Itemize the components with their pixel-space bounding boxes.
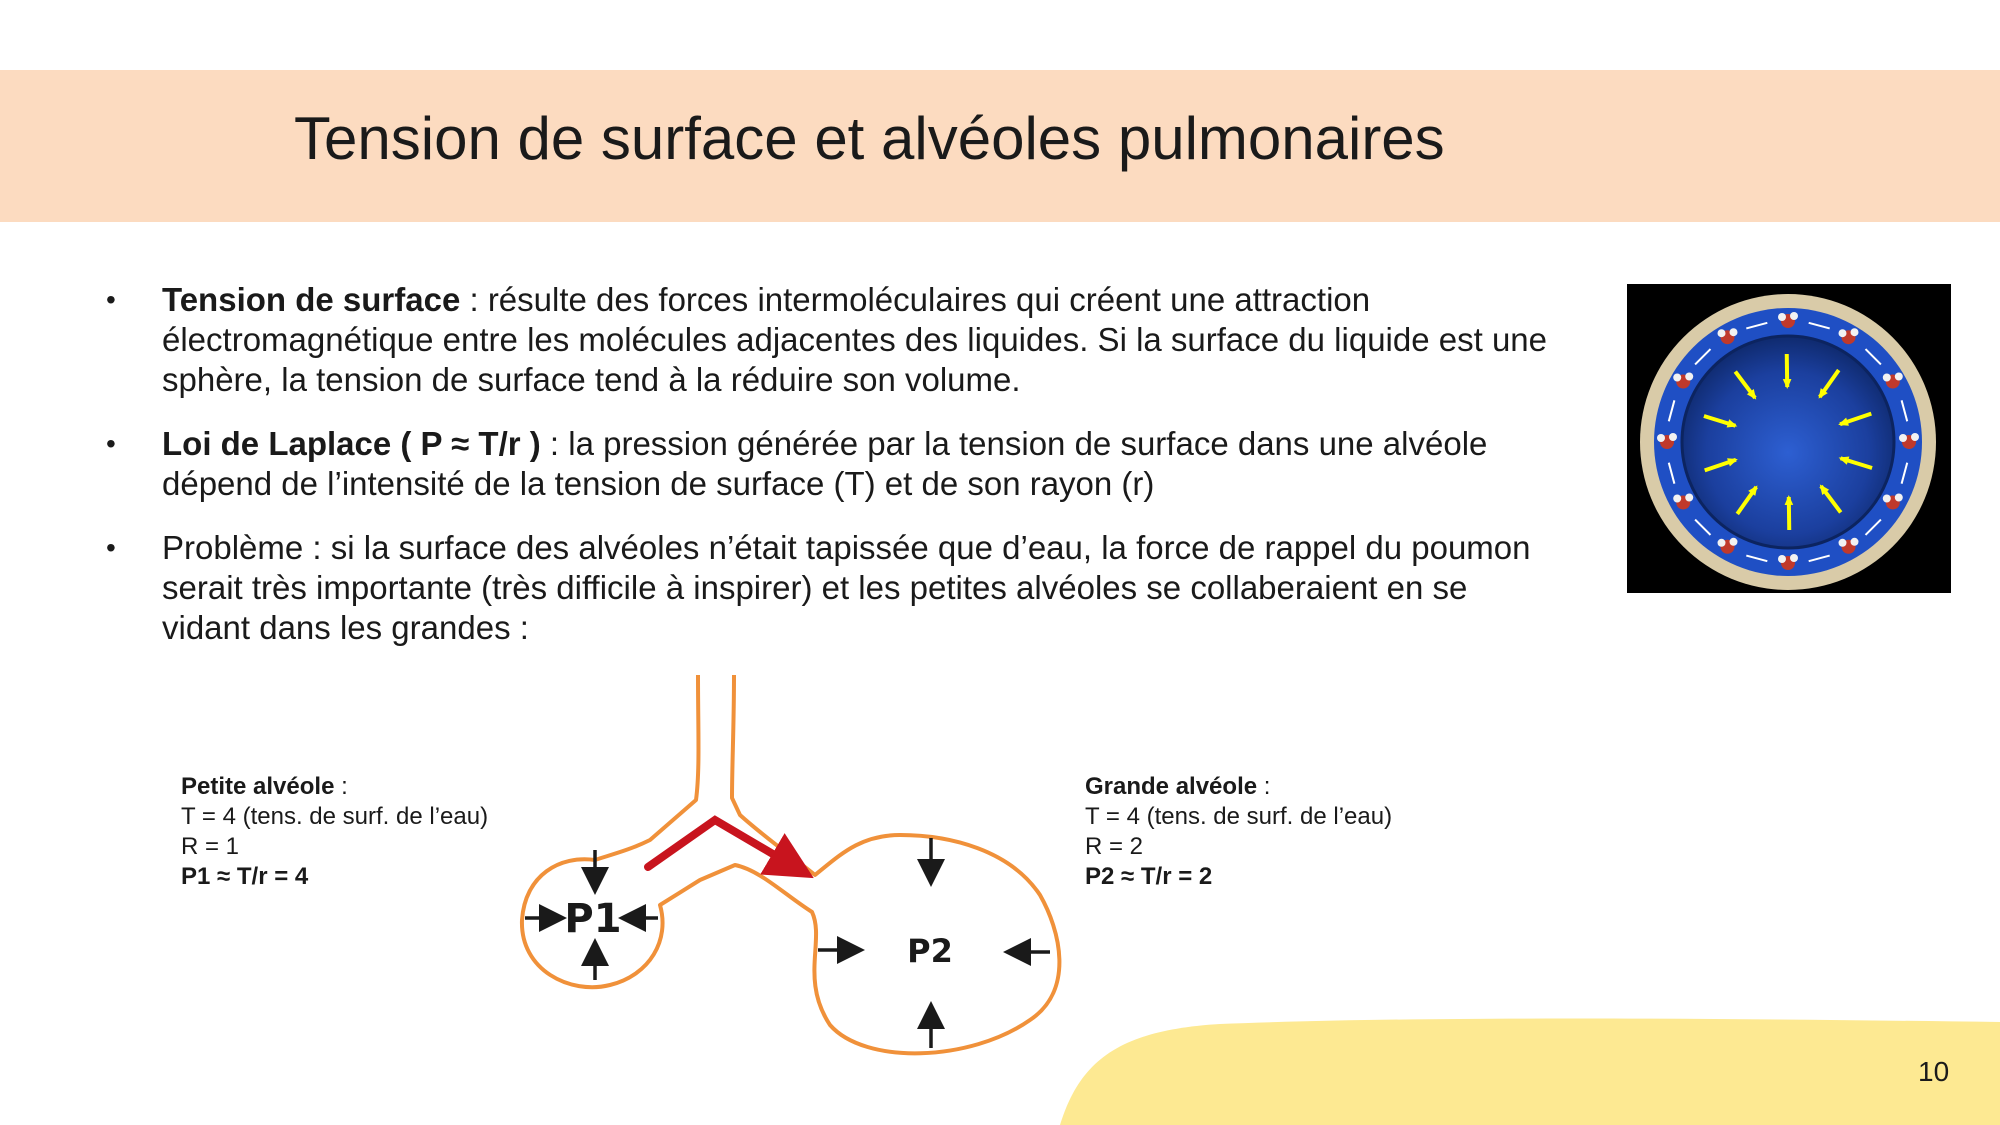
p1-label: P1	[564, 896, 622, 942]
bullet-term: Loi de Laplace ( P ≈ T/r )	[162, 425, 541, 462]
bullet-text: Problème : si la surface des alvéoles n’était tapissée que d’eau, la force de rappel du poumon serait très importante (très difficile à inspirer) et les petites alvéoles se collaberaient en se vidant dans les grandes :	[162, 529, 1531, 646]
alveole-surface-tension-image	[1627, 284, 1951, 593]
large-alveole-heading-suffix: :	[1257, 773, 1271, 800]
page-number: 10	[1918, 1056, 1950, 1087]
large-alveole-pressure: P2 ≈ T/r = 2	[1085, 863, 1213, 890]
small-alveole-heading: Petite alvéole	[181, 773, 335, 800]
large-alveole-heading: Grande alvéole	[1085, 773, 1258, 800]
slide-title: Tension de surface et alvéoles pulmonaires	[294, 105, 1445, 172]
bullet-dot-icon: •	[106, 428, 116, 459]
large-alveole-info	[1085, 772, 1392, 892]
bullet-list	[100, 280, 1550, 672]
p2-label: P2	[907, 932, 953, 970]
bullet-item-laplace	[100, 424, 1550, 504]
bullet-term: Tension de surface	[162, 281, 461, 318]
decorative-wave	[1000, 1000, 2000, 1125]
bullet-item-problem	[100, 528, 1550, 648]
alveoli-diagram	[500, 670, 1080, 1070]
small-alveole-tension: T = 4 (tens. de surf. de l’eau)	[181, 803, 489, 830]
bullet-dot-icon: •	[106, 532, 116, 563]
bullet-dot-icon: •	[106, 284, 116, 315]
small-alveole-info	[181, 772, 488, 892]
small-alveole-pressure: P1 ≈ T/r = 4	[181, 863, 309, 890]
small-alveole-heading-suffix: :	[334, 773, 348, 800]
small-alveole-radius: R = 1	[181, 833, 240, 860]
bullet-text: : la pression générée par la tension de surface dans une alvéole dépend de l’intensité de la tension de surface (T) et de son rayon (r)	[162, 425, 1488, 502]
bullet-item-surface-tension	[100, 280, 1550, 400]
bullet-text: : résulte des forces intermoléculaires qui créent une attraction électromagnétique entre les molécules adjacentes des liquides. Si la surface du liquide est une sphère, la tension de surface tend à la réduire son volume.	[162, 281, 1548, 398]
large-alveole-tension: T = 4 (tens. de surf. de l’eau)	[1085, 803, 1393, 830]
large-alveole-radius: R = 2	[1085, 833, 1144, 860]
